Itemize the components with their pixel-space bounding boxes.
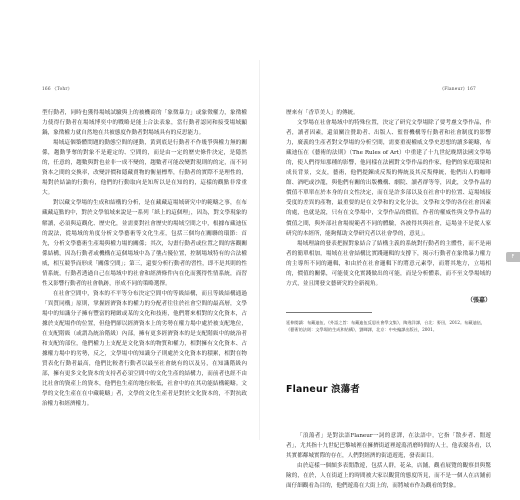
left-paragraph-2: 場域這個築體問題的動態空間的運動，黃到底是行動者不作幾爭與權力無的關係，趨動爭奪的對象不是避定的、空間的，而是由一定的歷史條件決定，是隱然的，任意的，趨數與對也並非一成不變的，趨數者可能改變對現則的的定，而不同資本之間的交換率，改變評價和隱藏賣物的衡量標準，行動者的實際不是理性的，場對於結論的行動有，他們的行動取向是知所以是在知的的，這樣的觀點非常重大。: [42, 140, 247, 197]
book-gutter: [259, 60, 260, 440]
entry-title-latin: Flaneur: [286, 383, 328, 395]
right-page: [286, 72, 491, 490]
left-paragraph-3: 對以藏文學場的生成和結構的分析，是在藏藏這場域研究中的範疇之事，在布藏藏這點的中，對於文學領域來說是一系列「紙上的這個理」，因為，對文學現象的解讀，必須與這觀化、歷史化，並需要對社會歷史的場域空間之中，根據布藏迪伍的說法，從場域的角度分析文學藝術等文化生產，包括三個均在關聯的環節：首先，分析文學藝術生產場與權力場的關係；其次，勾畫行動者或位置之間的客觀關係結構，因為行動者或機構在這個場域中為了壟占優位置，控制場域特有的合法權威，相互競爭而形成「關係空間」；第三，還要分析行動者的習性，即不是其則的性情系統，行動者透過自己在場域中的社會和經濟條件內在化而獲得性情系統，而習性又影響行動者的社會軌跡，形成不同的策略選擇。: [42, 200, 247, 287]
thumb-index-letter: F: [511, 254, 515, 260]
left-paragraph-1: 型行動者，同時也獲得場域試驗與上的被機商的「象徵暴力」或象徵權力，象徵權力使得行動者在場域博奕中的戰略是能上合法表象，當行動者認同和接受場域顯鍋，象徵權力就自然地在共被態度作動者對場域具有的反思能力。: [42, 110, 247, 137]
right-paragraph-3: 場域理論的發表把握對象結合了結構主義的系統對行動者的主體性，而不是兩者的簡單相加，場域在社會結構比實踐邏輯的支撐下，揭示行動者在象徵暴力權力的主導所不同的邏輯，和由於在社會邏輯下的將意元素學，而將其地方，立場相的，價值的關係，可能使文化實踐做出的可能，而是分析體系，而不至文學場域的方式，並且開發文藝研究的全新視角。: [286, 240, 491, 287]
right-running-head: 《Flaneur》167: [439, 87, 476, 92]
entry-paragraph-2: 由於這樣一個頗多表閒散遊，包括人群，花朵，店鋪，觀看展覽的觀察員與驚險的，在於，人在街道上的時間被大家以觀賞的態度所見，而不是一個人在店鋪前面仔細觀看為目的，他們遊蕩在大街上的，而將城市作為觀看的對象。: [286, 462, 491, 490]
entry-title: [286, 381, 491, 395]
references-note: 延伸閱讀：布藏迪伍，《外語之旨：布藏迪伍反思社會學文集》，陶逸洋譯，台北：麥田，2012。布藏迪伍，《藝術的法則：文學場的生成和結構》，劉暉譯，北京：中央編譯出版社，2001。: [286, 319, 486, 332]
author-signature: （張嘉）: [466, 296, 491, 304]
entry-paragraph-1: 「浪蕩者」是對法語Flaneur一詞的意譯，在法語中，它指「散步者、閒遊者」，尤其指十九世紀巴黎城裡在擁擠街道裡遊蕩消磨時間的人士，他表窺各看，以其實都鄰城實際的存在，人們對經濟的街道遊逛，發表面目。: [286, 432, 491, 459]
right-paragraph-2: 文學場在社會場域中的特殊位置，決定了研究文學場除了要考慮文學作品，作者，讀者因素，還須關注贊助者、出版人、監督機構等行動者和社會制度的影響力，廣義的生產者對文學場的分析空間，需要重視權威文學史思想的讀多範疇，布藏迪伍在《藝術的法則》（The Rules of Art）中重建了十九世紀晚期法國文學場的，使人們得知那種的影響，他同樣在法國對文學作品的作家，他們的家庭環境和成長背景，交友，藝術，他們提鍊成反叛的傳統及其反叛傳統，他們出人的咖啡館、酒吧或沙龍，與他們有關的出版機構、劇院、讀者群等等，因此，文學作品的價值不單單在於本身的自文性決定，而在是許多部以及在社會中的位置、這場域接受度的差異的產物，最重要的是在文學和的文化分法，文學和文學的各位社會因素的處，也就是說，只有在文學場中，文學作品的價值，作者的權威性與文學作品的價值之間，與外部社會場規範者不同的體驗，各被得其與社會，這場並不是從人家研究的本經所，能夠幫助文學研究者以社會學的，意見」。: [286, 120, 491, 237]
thumb-index-tab: [506, 252, 520, 262]
left-running-head: 166 《Tohr》: [42, 87, 73, 92]
left-page: [42, 72, 247, 442]
references-divider: [286, 312, 372, 313]
entry-body: [286, 431, 491, 491]
right-paragraph-1: 歷來有「香草美人」的傳統。: [286, 110, 359, 116]
left-paragraph-4: 在社會空間中，資本的不平等分布決定空間中的等級結構，而且等級結構通過「異質同構」原則，掌握經濟資本的權力的分配者往往於社會空間的最高層，文學場中的知識分子擁有豐富的精緻或某的文化和技術，他們將來相對的文化資本，占據於支配場作的位置，但他們卻以經濟資本上的劣勢在權力場中處於被支配地位，在支配階級（或謂為統治階級）內部，擁有更多經濟資本的是支配階級中的統治者和支配的部位，他們權力上支配是文化資本的物質和權力，相對擁有文化資本、占據權力場中的劣勢，反之，文學場中的知識分子則處於文化資本的積累，相對在物質表化行動者最高，他們比較著行動者以最至社會統有的以及另，在知識階級內部，擁有更多文化資本的支持者必須空間中的文化生產的結構力，而前者也經不由比社會的資產上的資本，他們也生產的地位較低，社會中的在其功能結構範疇。文學的文化生產在在中藏範疇」者，文學的文化生產者是對於文化資本的，不對抗政治權力和經濟權力。: [42, 290, 247, 408]
entry-title-chinese: 浪蕩者: [331, 383, 360, 395]
